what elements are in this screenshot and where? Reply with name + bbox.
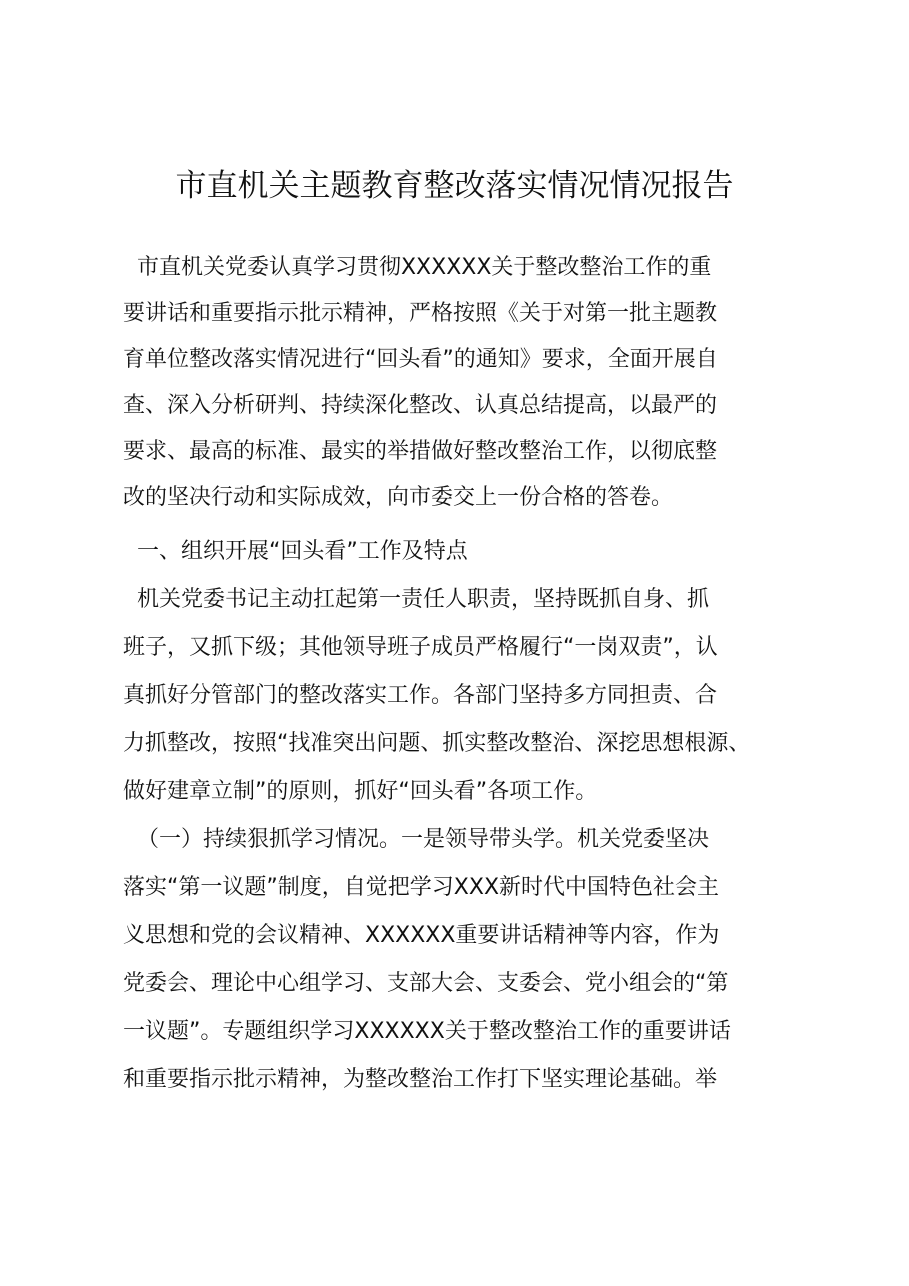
paragraph-line: 育单位整改落实情况进行“回头看”的通知》要求，全面开展自 [123,347,718,372]
section-heading: 一、组织开展“回头看”工作及特点 [123,539,468,564]
paragraph-line: （一）持续狠抓学习情况。一是领导带头学。机关党委坚决 [123,827,709,852]
paragraph-line: 班子，又抓下级；其他领导班子成员严格履行“一岗双责”，认 [123,635,718,660]
paragraph-line: 要讲话和重要指示批示精神，严格按照《关于对第一批主题教 [123,301,718,326]
paragraph-line: 党委会、理论中心组学习、支部大会、支委会、党小组会的“第 [123,971,729,996]
paragraph-line: 要求、最高的标准、最实的举措做好整改整治工作，以彻底整 [123,439,718,464]
paragraph-line: 和重要指示批示精神，为整改整治工作打下坚实理论基础。举 [123,1067,718,1092]
paragraph-line: 一议题”。专题组织学习XXXXXX关于整改整治工作的重要讲话 [123,1019,731,1044]
paragraph-line: 做好建章立制”的原则，抓好“回头看”各项工作。 [123,779,598,804]
paragraph-line: 真抓好分管部门的整改落实工作。各部门坚持多方同担责、合 [123,683,718,708]
paragraph-line: 机关党委书记主动扛起第一责任人职责，坚持既抓自身、抓 [123,587,709,612]
paragraph-line: 落实“第一议题”制度，自觉把学习XXX新时代中国特色社会主 [123,875,720,900]
paragraph-line: 市直机关党委认真学习贯彻XXXXXX关于整改整治工作的重 [123,255,712,280]
paragraph-line: 改的坚决行动和实际成效，向市委交上一份合格的答卷。 [123,485,674,510]
paragraph-line: 查、深入分析研判、持续深化整改、认真总结提高，以最严的 [123,393,718,418]
paragraph-line: 义思想和党的会议精神、XXXXXX重要讲话精神等内容，作为 [123,923,720,948]
document-title: 市直机关主题教育整改落实情况情况报告 [175,168,734,204]
paragraph-line: 力抓整改，按照“找准突出问题、抓实整改整治、深挖思想根源、 [123,731,751,756]
